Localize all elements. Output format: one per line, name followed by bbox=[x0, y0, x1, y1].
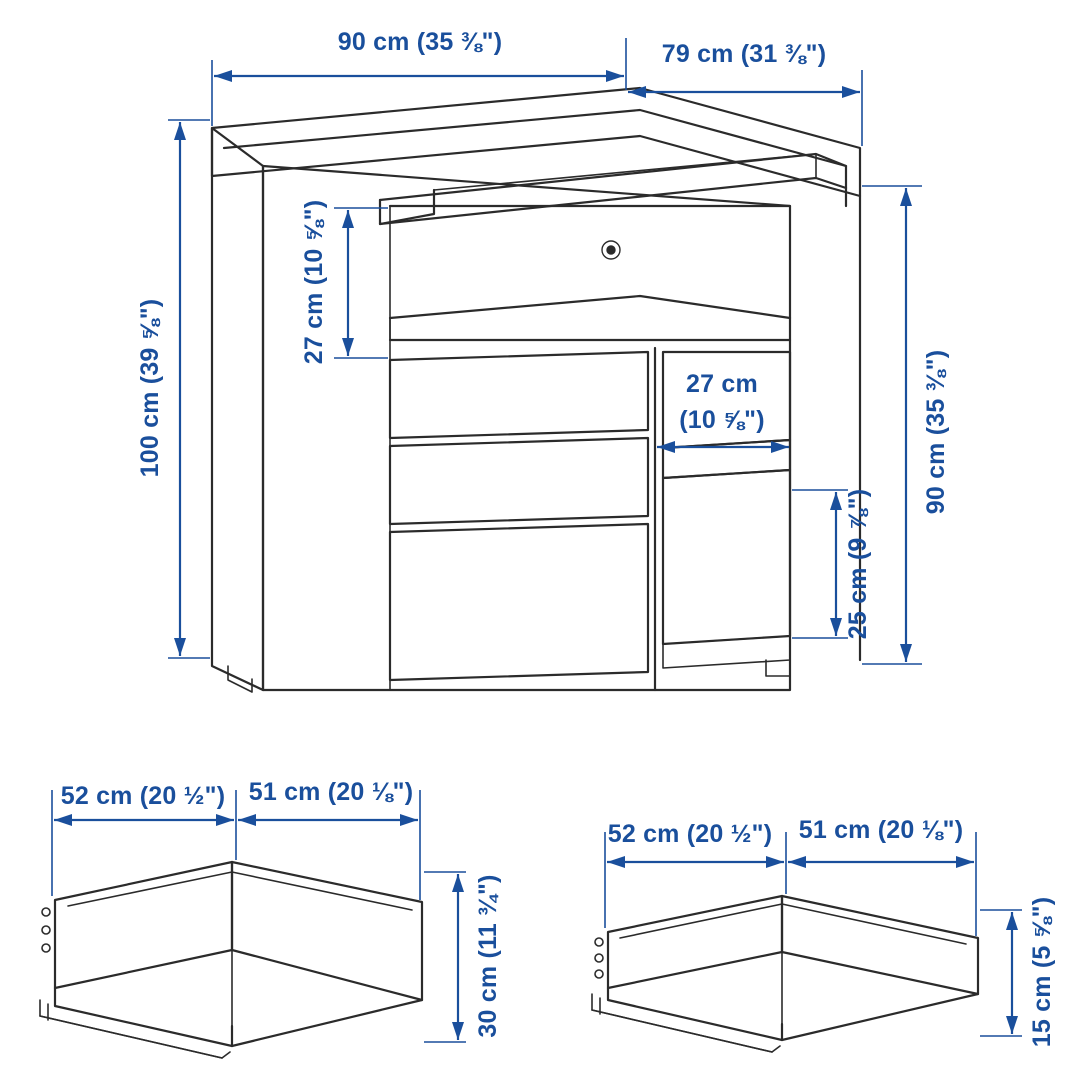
small-drawer-screw-hole-icon-3 bbox=[595, 970, 603, 978]
large-drawer-screw-hole-icon-1 bbox=[42, 908, 50, 916]
arrow-51s-a bbox=[788, 856, 806, 868]
label-width-top: 90 cm (35 ⅜") bbox=[337, 28, 503, 56]
drawer-front-middle bbox=[390, 438, 648, 524]
arrow-51l-b bbox=[400, 814, 418, 826]
arrow-52l-b bbox=[216, 814, 234, 826]
label-drawer-large-outer-width: 52 cm (20 ½") bbox=[60, 782, 226, 810]
small-drawer-inner-top-left bbox=[620, 904, 782, 938]
small-drawer-screw-hole-icon-2 bbox=[595, 954, 603, 962]
arrow-27r-left bbox=[657, 441, 675, 453]
label-upper-shelf-gap: 27 cm (10 ⅝") bbox=[300, 199, 328, 365]
label-drawer-large-height: 30 cm (11 ¾") bbox=[474, 874, 502, 1038]
arrow-25-bottom bbox=[830, 618, 842, 636]
arrow-52s-b bbox=[766, 856, 784, 868]
arrow-90-left bbox=[214, 70, 232, 82]
large-drawer-bottom-left bbox=[55, 988, 232, 1046]
compartment-bottom-rail bbox=[663, 636, 790, 668]
label-shelf-height: 25 cm (9 ⅞") bbox=[844, 488, 872, 640]
arrow-51s-b bbox=[956, 856, 974, 868]
changing-table-drawing bbox=[212, 88, 860, 692]
arrow-52s-a bbox=[607, 856, 625, 868]
top-tray-front-rail bbox=[380, 178, 846, 224]
right-foot bbox=[766, 660, 790, 676]
arrow-27-bottom bbox=[342, 338, 354, 356]
small-drawer-bottom-left bbox=[608, 988, 782, 1040]
large-drawer-screw-hole-icon-3 bbox=[42, 944, 50, 952]
open-compartment-lower bbox=[663, 470, 790, 644]
large-drawer-bottom-front bbox=[232, 1000, 422, 1046]
drawer-front-top bbox=[390, 352, 648, 438]
large-drawer-screw-hole-icon-2 bbox=[42, 926, 50, 934]
large-drawer-inner-top-left bbox=[68, 872, 232, 906]
label-total-height: 100 cm (39 ⅝") bbox=[136, 298, 164, 478]
arrow-30-top bbox=[452, 874, 464, 892]
large-drawer-drawing bbox=[40, 862, 422, 1058]
label-depth-top: 79 cm (31 ⅜") bbox=[661, 40, 827, 68]
arrow-27r-right bbox=[771, 441, 789, 453]
arrow-25-top bbox=[830, 492, 842, 510]
cable-hole-center-icon bbox=[607, 246, 615, 254]
large-drawer-inner-top-right bbox=[232, 872, 412, 910]
arrow-15-bottom bbox=[1006, 1016, 1018, 1034]
large-drawer-front-panel bbox=[232, 862, 422, 1000]
label-drawer-small-inner-width: 51 cm (20 ⅛") bbox=[798, 816, 964, 844]
large-drawer-back-left bbox=[55, 862, 232, 988]
arrow-90-right bbox=[606, 70, 624, 82]
label-drawer-small-outer-width: 52 cm (20 ½") bbox=[607, 820, 773, 848]
arrow-90r-top bbox=[900, 188, 912, 206]
arrow-79-right bbox=[842, 86, 860, 98]
middle-shelf-top bbox=[390, 296, 790, 318]
arrow-30-bottom bbox=[452, 1022, 464, 1040]
small-drawer-screw-hole-icon-1 bbox=[595, 938, 603, 946]
arrow-90r-bottom bbox=[900, 644, 912, 662]
small-drawer-drawing bbox=[592, 896, 978, 1052]
arrow-51l-a bbox=[238, 814, 256, 826]
label-compartment-width: 27 cm bbox=[686, 370, 758, 398]
arrow-52l-a bbox=[54, 814, 72, 826]
small-drawer-bottom-front bbox=[782, 994, 978, 1040]
arrow-27-top bbox=[342, 210, 354, 228]
arrow-100-bottom bbox=[174, 638, 186, 656]
label-drawer-large-inner-width: 51 cm (20 ⅛") bbox=[248, 778, 414, 806]
small-drawer-inner-top-right bbox=[782, 904, 966, 944]
left-side-panel bbox=[212, 128, 263, 690]
drawer-front-bottom bbox=[390, 524, 648, 680]
arrow-15-top bbox=[1006, 912, 1018, 930]
main-dimension-lines bbox=[168, 38, 922, 664]
top-tray-surface bbox=[224, 110, 846, 188]
label-body-height: 90 cm (35 ⅜") bbox=[922, 349, 950, 515]
label-drawer-small-height: 15 cm (5 ⅝") bbox=[1028, 896, 1056, 1048]
label-compartment-width-inch: (10 ⅝") bbox=[679, 406, 765, 434]
arrow-100-top bbox=[174, 122, 186, 140]
